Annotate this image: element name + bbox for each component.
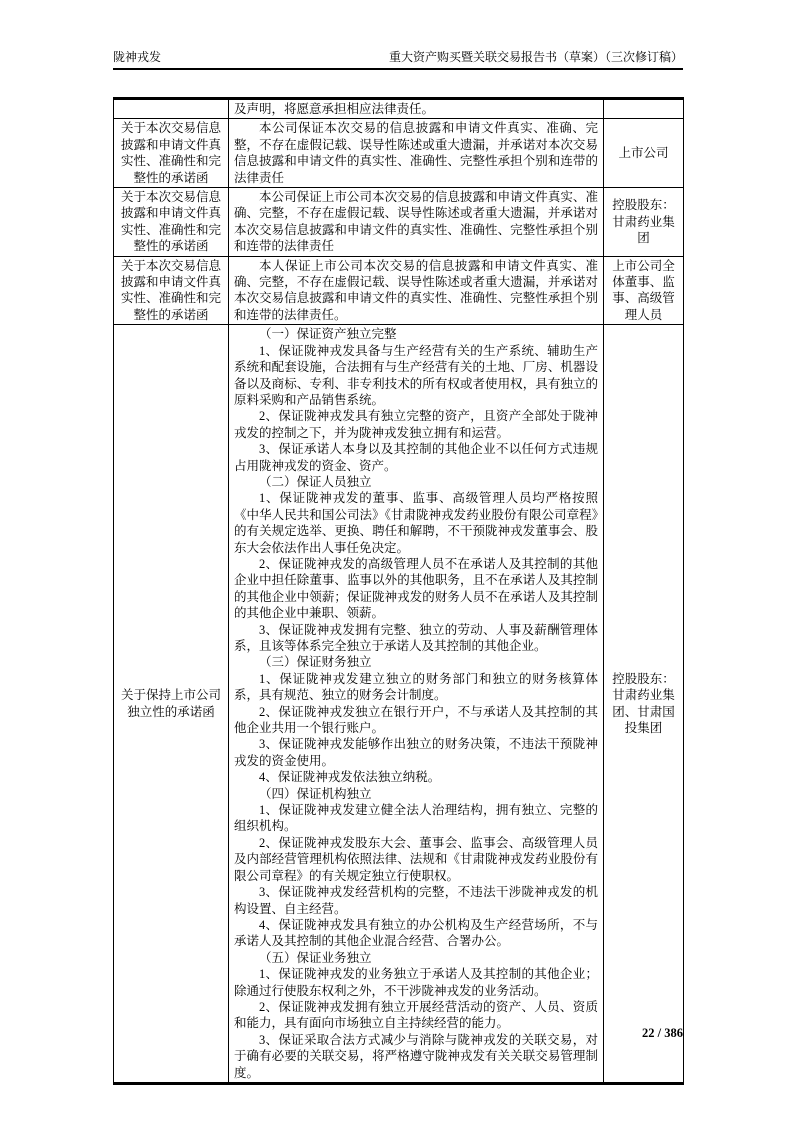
content-paragraph: 1、保证陇神戎发建立独立的财务部门和独立的财务核算体系，具有规范、独立的财务会计制度。 — [234, 671, 598, 703]
content-paragraph: 1、保证陇神戎发的董事、监事、高级管理人员均严格按照《中华人民共和国公司法》《甘肃陇神戎发药业股份有限公司章程》的有关规定选举、更换、聘任和解聘，不干预陇神戎发董事会、股东大会依法作出人事任免决定。 — [234, 491, 598, 555]
page-header — [113, 50, 683, 70]
commitment-table-body — [114, 99, 684, 1084]
header-report-title: 重大资产购买暨关联交易报告书（草案）（三次修订稿） — [388, 50, 683, 64]
commitment-table-wrapper — [113, 97, 683, 1085]
content-paragraph: （三）保证财务独立 — [259, 655, 372, 670]
content-paragraph: 3、保证陇神戎发经营机构的完整，不违法干涉陇神戎发的机构设置、自主经营。 — [234, 885, 598, 916]
content-paragraph: 本公司保证本次交易的信息披露和申请文件真实、准确、完整，不存在虚假记载、误导性陈述或重大遗漏，并承诺对本次交易信息披露和申请文件的真实性、准确性、完整性承担个别和连带的法律责任 — [234, 121, 598, 185]
row-party-cell: 上市公司全体董事、监事、高级管理人员 — [604, 256, 684, 325]
content-paragraph: 1、保证陇神戎发具备与生产经营有关的生产系统、辅助生产系统和配套设施，合法拥有与生产经营有关的土地、厂房、机器设备以及商标、专利、非专利技术的所有权或者使用权，具有独立的原料采购和产品销售系统。 — [234, 343, 598, 407]
content-paragraph: 3、保证承诺人本身以及其控制的其他企业不以任何方式违规占用陇神戎发的资金、资产。 — [234, 442, 598, 473]
row-label-cell — [114, 99, 229, 119]
row-label-cell: 关于本次交易信息披露和申请文件真实性、准确性和完整性的承诺函 — [114, 256, 229, 325]
content-paragraph: 2、保证陇神戎发具有独立完整的资产，且资产全部处于陇神戎发的控制之下，并为陇神戎发独立拥有和运营。 — [234, 409, 598, 440]
row-party-cell: 控股股东：甘肃药业集团 — [604, 188, 684, 257]
content-paragraph: （一）保证资产独立完整 — [259, 327, 397, 342]
content-paragraph: 2、保证陇神戎发股东大会、董事会、监事会、高级管理人员及内部经营管理机构依照法律、法规和《甘肃陇神戎发药业股份有限公司章程》的有关规定独立行使职权。 — [234, 835, 598, 883]
content-paragraph: 2、保证陇神戎发独立在银行开户，不与承诺人及其控制的其他企业共用一个银行账户。 — [234, 704, 598, 736]
content-paragraph: 本人保证上市公司本次交易的信息披露和申请文件真实、准确、完整，不存在虚假记载、误导性陈述或者重大遗漏，并承诺对本次交易信息披露和申请文件的真实性、准确性、完整性承担个别和连带的法律责任。 — [234, 258, 598, 322]
content-paragraph: 1、保证陇神戎发的业务独立于承诺人及其控制的其他企业；除通过行使股东权利之外，不干涉陇神戎发的业务活动。 — [234, 967, 598, 998]
row-content-cell — [229, 119, 604, 188]
table-row — [114, 188, 684, 257]
commitment-table — [113, 97, 684, 1085]
row-content-cell — [229, 256, 604, 325]
content-paragraph: 本公司保证上市公司本次交易的信息披露和申请文件真实、准确、完整，不存在虚假记载、误导性陈述或者重大遗漏，并承诺对本次交易信息披露和申请文件的真实性、准确性、完整性承担个别和连带的法律责任 — [234, 190, 598, 254]
content-paragraph: 3、保证采取合法方式减少与消除与陇神戎发的关联交易，对于确有必要的关联交易，将严格遵守陇神戎发有关关联交易管理制度。 — [234, 1032, 598, 1080]
row-content-cell — [229, 99, 604, 119]
content-paragraph: （五）保证业务独立 — [259, 950, 372, 965]
table-row — [114, 119, 684, 188]
row-party-cell: 控股股东：甘肃药业集团、甘肃国投集团 — [604, 325, 684, 1084]
page-footer — [113, 1026, 683, 1041]
table-row — [114, 256, 684, 325]
row-content-cell — [229, 188, 604, 257]
table-row — [114, 99, 684, 119]
row-label-cell: 关于本次交易信息披露和申请文件真实性、准确性和完整性的承诺函 — [114, 119, 229, 188]
content-paragraph: 3、保证陇神戎发能够作出独立的财务决策，不违法干预陇神戎发的资金使用。 — [234, 737, 598, 768]
content-paragraph: 1、保证陇神戎发建立健全法人治理结构，拥有独立、完整的组织机构。 — [234, 803, 598, 834]
content-paragraph: 4、保证陇神戎发具有独立的办公机构及生产经营场所，不与承诺人及其控制的其他企业混合经营、合署办公。 — [234, 917, 598, 949]
content-paragraph: 4、保证陇神戎发依法独立纳税。 — [259, 770, 441, 785]
content-paragraph: 2、保证陇神戎发的高级管理人员不在承诺人及其控制的其他企业中担任除董事、监事以外的其他职务，且不在承诺人及其控制的其他企业中领薪；保证陇神戎发的财务人员不在承诺人及其控制的其他企业中兼职、领薪。 — [234, 556, 598, 621]
row-label-cell: 关于本次交易信息披露和申请文件真实性、准确性和完整性的承诺函 — [114, 188, 229, 257]
content-paragraph: 2、保证陇神戎发拥有独立开展经营活动的资产、人员、资质和能力，具有面向市场独立自主持续经营的能力。 — [234, 999, 598, 1031]
row-party-cell — [604, 99, 684, 119]
content-paragraph: 3、保证陇神戎发拥有完整、独立的劳动、人事及薪酬管理体系，且该等体系完全独立于承诺人及其控制的其他企业。 — [234, 622, 598, 653]
row-party-cell: 上市公司 — [604, 119, 684, 188]
table-row — [114, 325, 684, 1084]
row-content-cell — [229, 325, 604, 1084]
content-paragraph: （四）保证机构独立 — [259, 786, 372, 801]
page-number: 22 / 386 — [642, 1026, 683, 1040]
content-paragraph: （二）保证人员独立 — [259, 474, 372, 489]
header-company-short-name: 陇神戎发 — [113, 50, 162, 64]
row-label-cell: 关于保持上市公司独立性的承诺函 — [114, 325, 229, 1084]
content-paragraph: 及声明，将愿意承担相应法律责任。 — [234, 102, 435, 116]
